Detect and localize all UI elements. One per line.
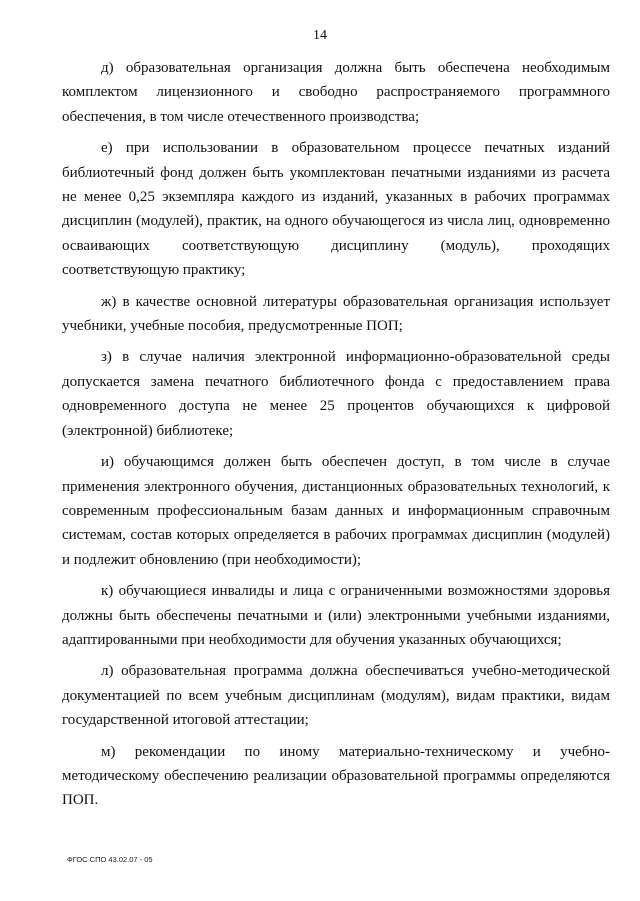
paragraph-k: к) обучающиеся инвалиды и лица с ограниченными возможностями здоровья должны быть обеспечены печатными и (или) электронными учебными изданиями, адаптированными при необходимости для обучения указанных обучающихся; <box>62 583 610 648</box>
paragraph-i: и) обучающимся должен быть обеспечен доступ, в том числе в случае применения электронного обучения, дистанционных образовательных технологий, к современным профессиональным базам данных и информационным справочным системам, состав которых определяется в рабочих программах дисциплин (модулей) и подлежит обновлению (при необходимости); <box>62 454 610 568</box>
paragraph-m: м) рекомендации по иному материально-техническому и учебно-методическому обеспечению реализации образовательной программы определяются ПОП. <box>62 743 610 809</box>
paragraph-l: л) образовательная программа должна обеспечиваться учебно-методической документацией по всем учебным дисциплинам (модулям), видам практики, видам государственной итоговой аттестации; <box>62 663 610 729</box>
paragraph-z: з) в случае наличия электронной информационно-образовательной среды допускается замена печатного библиотечного фонда с предоставлением права одновременного доступа не менее 25 процентов обучающихся к цифровой (электронной) библиотеке; <box>62 349 610 439</box>
page-number: 14 <box>313 28 327 43</box>
document-footer-code: ФГОС СПО 43.02.07 - 05 <box>67 855 153 864</box>
paragraph-d: д) образовательная организация должна быть обеспечена необходимым комплектом лицензионного и свободно распространяемого программного обеспечения, в том числе отечественного производства; <box>62 60 610 125</box>
paragraph-zh: ж) в качестве основной литературы образовательная организация использует учебники, учебные пособия, предусмотренные ПОП; <box>62 293 610 335</box>
paragraph-e: е) при использовании в образовательном процессе печатных изданий библиотечный фонд должен быть укомплектован печатными изданиями из расчета не менее 0,25 экземпляра каждого из изданий, указанных в рабочих программах дисциплин (модулей), практик, на одного обучающегося из числа лиц, одновременно осваивающих соответствующую дисциплину (модуль), проходящих соответствующую практику; <box>62 140 610 279</box>
document-body <box>62 56 610 820</box>
